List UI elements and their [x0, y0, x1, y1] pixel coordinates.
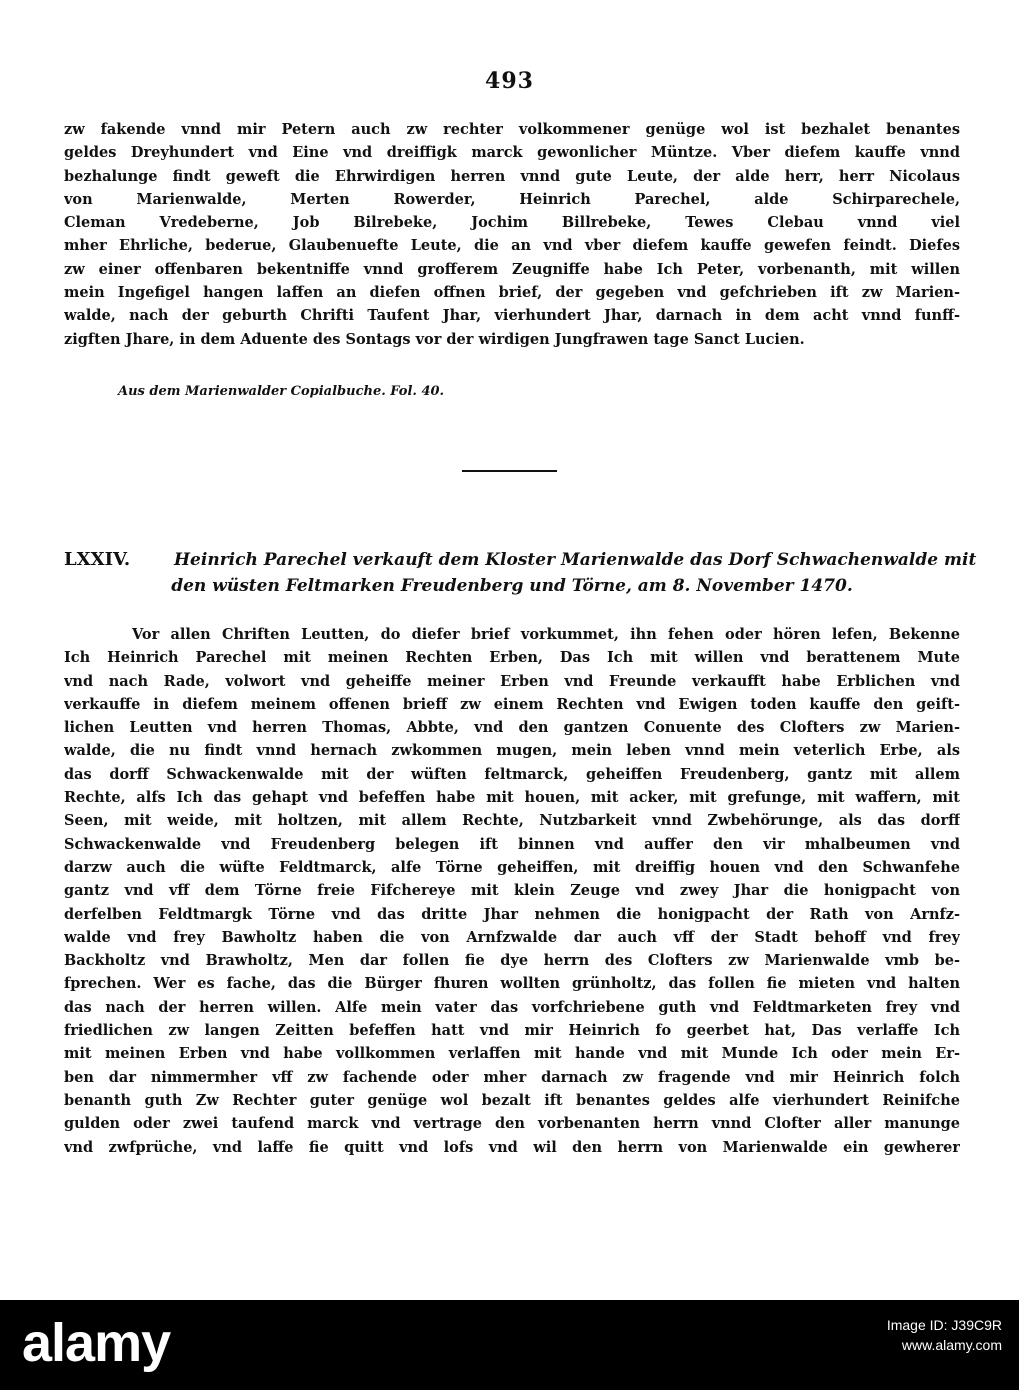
- text-line: Schwackenwalde vnd Freudenberg belegen ift binnen vnd auffer den vir mhalbeumen vnd: [64, 835, 960, 853]
- text-line: fprechen. Wer es fache, das die Bürger fhuren wollten grünholtz, das follen fie mieten vnd halten: [64, 975, 960, 993]
- heading-line-2: den wüsten Feltmarken Freudenberg und Törne, am 8. November 1470.: [171, 576, 853, 596]
- image-reference: [740, 1315, 1002, 1355]
- text-line: von Marienwalde, Merten Rowerder, Heinrich Parechel, alde Schirparechele,: [64, 190, 960, 208]
- text-line: Backholtz vnd Brawholtz, Men dar follen fie dye herrn des Clofters zw Marienwalde vmb be-: [64, 952, 960, 970]
- top-paragraph: [64, 118, 960, 351]
- alamy-logo: alamy: [22, 1313, 171, 1373]
- section-divider: [462, 470, 557, 472]
- text-line: bezhalunge findt geweft die Ehrwirdigen herren vnnd gute Leute, der alde herr, herr Nicolaus: [64, 167, 960, 185]
- text-line: Cleman Vredeberne, Job Bilrebeke, Jochim Billrebeke, Tewes Clebau vnnd viel: [64, 214, 960, 232]
- text-line: darzw auch die wüfte Feldtmarck, alfe Törne geheiffen, mit dreiffig houen vnd den Schwanfehe: [64, 858, 960, 876]
- text-line: das dorff Schwackenwalde mit der wüften feltmarck, geheiffen Freudenberg, gantz mit allem: [64, 765, 960, 783]
- text-line: Vor allen Chriften Leutten, do diefer brief vorkummet, ihn fehen oder hören lefen, Bekenne: [132, 626, 960, 643]
- text-line: Rechte, alfs Ich das gehapt vnd befeffen habe mit houen, mit acker, mit grefunge, mit waffern, mit: [64, 789, 960, 807]
- body-paragraph: [64, 623, 960, 1159]
- text-line: ben dar nimmermher vff zw fachende oder mher darnach zw fragende vnd mir Heinrich folch: [64, 1068, 960, 1086]
- text-line: zw einer offenbaren bekentniffe vnnd grofferem Zeugniffe habe Ich Peter, vorbenanth, mit willen: [64, 260, 960, 278]
- stock-footer-banner: [0, 1300, 1019, 1390]
- text-line: verkauffe in diefem meinem offenen brieff zw einem Rechten vnd Ewigen toden kauffe den geift-: [64, 695, 960, 713]
- text-line: Seen, mit weide, mit holtzen, mit allem Rechte, Nutzbarkeit vnnd Zwbehörunge, als das dorff: [64, 812, 960, 830]
- text-line: lichen Leutten vnd herren Thomas, Abbte, vnd den gantzen Conuente des Clofters zw Marien-: [64, 719, 960, 737]
- text-line: derfelben Feldtmargk Törne vnd das dritte Jhar nehmen die honigpacht der Rath von Arnfz-: [64, 905, 960, 923]
- text-line: walde, nach der geburth Chrifti Taufent Jhar, vierhundert Jhar, darnach in dem acht vnnd funff-: [64, 307, 960, 325]
- text-line: vnd zwfprüche, vnd laffe fie quitt vnd lofs vnd wil den herrn von Marienwalde ein gewherer: [64, 1138, 960, 1156]
- text-line: mit meinen Erben vnd habe vollkommen verlaffen mit hande vnd mit Munde Ich oder mein Er-: [64, 1045, 960, 1063]
- text-line: zigften Jhare, in dem Aduente des Sontags vor der wirdigen Jungfrawen tage Sanct Lucien.: [64, 330, 805, 348]
- image-id: Image ID: J39C9R: [886, 1317, 1002, 1333]
- text-line: mein Ingefigel hangen laffen an diefen offnen brief, der gegeben vnd gefchrieben ift zw Marien-: [64, 284, 960, 302]
- text-line: geldes Dreyhundert vnd Eine vnd dreiffigk marck gewonlicher Müntze. Vber diefem kauffe vnnd: [64, 144, 960, 162]
- text-line: walde vnd frey Bawholtz haben die von Arnfzwalde dar auch vff der Stadt behoff vnd frey: [64, 928, 960, 946]
- text-line: vnd nach Rade, volwort vnd geheiffe meiner Erben vnd Freunde verkaufft habe Erblichen vnd: [64, 672, 960, 690]
- text-line: mher Ehrliche, bederue, Glaubenuefte Leute, die an vnd vber diefem kauffe gewefen feindt. Diefes: [64, 237, 960, 255]
- section-number: LXXIV.: [64, 549, 131, 570]
- site-url: www.alamy.com: [901, 1337, 1002, 1353]
- text-line: walde, die nu findt vnnd hernach zwkommen mugen, mein leben vnnd mein veterlich Erbe, als: [64, 742, 960, 760]
- text-line: gantz vnd vff dem Törne freie Fifchereye mit klein Zeuge vnd zwey Jhar die honigpacht von: [64, 882, 960, 900]
- text-line: benanth guth Zw Rechter guter genüge wol bezalt ift benantes geldes alfe vierhundert Reinifche: [64, 1091, 960, 1109]
- text-line: friedlichen zw langen Zeitten befeffen hatt vnd mir Heinrich fo geerbet hat, Das verlaffe Ich: [64, 1022, 960, 1040]
- heading-line-1: Heinrich Parechel verkauft dem Kloster Marienwalde das Dorf Schwachenwalde mit: [174, 550, 977, 570]
- text-line: zw fakende vnnd mir Petern auch zw rechter volkommener genüge wol ist bezhalet benantes: [64, 121, 960, 138]
- source-note: Aus dem Marienwalder Copialbuche. Fol. 40.: [118, 384, 445, 399]
- text-line: das nach der herren willen. Alfe mein vater das vorfchriebene guth vnd Feldtmarketen frey vnd: [64, 998, 960, 1016]
- text-line: Ich Heinrich Parechel mit meinen Rechten Erben, Das Ich mit willen vnd berattenem Mute: [64, 649, 960, 667]
- page-number: 493: [485, 68, 534, 94]
- text-line: gulden oder zwei taufend marck vnd vertrage den vorbenanten herrn vnnd Clofter aller manunge: [64, 1115, 960, 1133]
